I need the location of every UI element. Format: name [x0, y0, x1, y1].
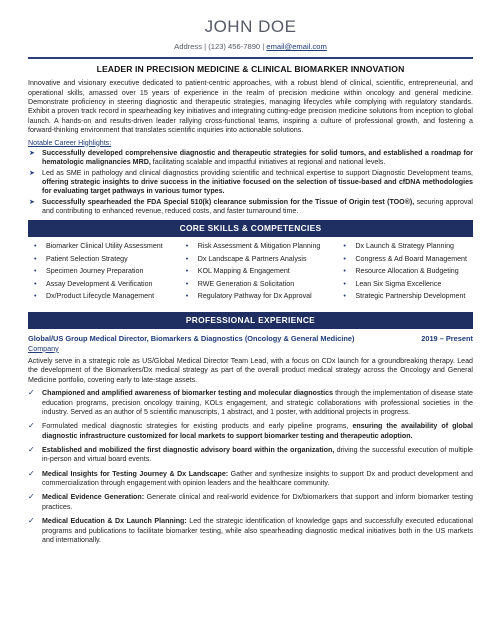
skill-item: • Dx Launch & Strategy Planning	[343, 242, 467, 251]
candidate-name: JOHN DOE	[204, 17, 297, 36]
arrow-bullet-icon: ➤	[29, 169, 35, 177]
job-header	[28, 334, 473, 344]
skills-column	[343, 242, 467, 304]
skills-section-header: CORE SKILLS & COMPETENCIES	[28, 220, 473, 237]
email-link[interactable]: email@email.com	[266, 42, 327, 51]
skill-item: • Regulatory Pathway for Dx Approval	[186, 292, 321, 301]
skill-item: • Resource Allocation & Budgeting	[343, 267, 467, 276]
arrow-bullet-icon: ➤	[29, 149, 35, 157]
skill-item: • Biomarker Clinical Utility Assessment	[34, 242, 163, 251]
checkmark-icon: ✓	[28, 468, 35, 478]
job-title: Global/US Group Medical Director, Biomarkers & Diagnostics (Oncology & General Medicine)	[28, 333, 355, 343]
achievement-item: ✓ Medical Education & Dx Launch Planning: Led the strategic identification of knowledge gaps and successfully executed educational programs and publications to facilitate biomarker testing, while also spearheading diagnostic medical initiatives both in the US markets and internationally.	[28, 516, 474, 544]
achievement-item: ✓ Medical Insights for Testing Journey & Dx Landscape: Gather and synthesize insights to support Dx and product development and commercialization through engagement with opinion leaders and the healthcare community.	[28, 468, 473, 488]
checkmark-icon: ✓	[28, 516, 35, 526]
highlight-item: ➤ Led as SME in pathology and clinical diagnostics providing scientific and technical expertise to support Diagnostic Development teams, offering strategic insights to drive success in the initiative focused on the selection of tissue-based and cfDNA methodologies for evaluating target pathways in various tumor types.	[29, 168, 473, 196]
contact-details: Address | (123) 456-7890 |	[174, 42, 267, 51]
header-divider	[28, 57, 473, 59]
contact-line	[28, 42, 473, 52]
checkmark-icon: ✓	[28, 492, 35, 502]
checkmark-icon: ✓	[28, 421, 35, 431]
role-description: Actively serve in a strategic role as US/Global Medical Director Team Lead, with a focus on CDx launch for a groundbreaking therapy. Lead the development of the Biomarkers/Dx medical strategy as part of the overall product medical strategy across the Oncology and General Medicine portfolio, covering early to late-stage assets.	[28, 357, 473, 384]
skill-item: • KOL Mapping & Engagement	[186, 267, 321, 276]
skill-item: • Dx/Product Lifecycle Management	[34, 292, 163, 301]
highlight-item: ➤ Successfully developed comprehensive diagnostic and therapeutic strategies for solid tumors, and established a roadmap for hematologic malignancies MRD, facilitating scalable and impactful initiatives at regional and national levels.	[29, 148, 473, 167]
highlight-item: ➤ Successfully spearheaded the FDA Special 510(k) clearance submission for the Tissue of Origin test (TOO®), securing approval and contributing to enhanced revenue, reduced costs, and faster turnaround time.	[29, 197, 473, 216]
skill-item: • Specimen Journey Preparation	[34, 267, 163, 276]
achievement-item: ✓ Formulated medical diagnostic strategies for existing products and early pipeline programs, ensuring the availability of global diagnostic infrastructure customized for local markets to support biomarker testing and therapeutic adoption.	[28, 421, 473, 440]
skills-column	[186, 242, 321, 304]
highlights-list	[28, 149, 473, 217]
achievement-item: ✓ Medical Evidence Generation: Generate clinical and real-world evidence for Dx/biomarkers that support and inform biomarker testing practices.	[28, 492, 474, 511]
arrow-bullet-icon: ➤	[29, 198, 35, 206]
skill-item: • Congress & Ad Board Management	[343, 255, 467, 264]
highlights-title: Notable Career Highlights:	[28, 138, 112, 147]
skill-item: • RWE Generation & Solicitation	[186, 280, 321, 289]
skill-item: • Patient Selection Strategy	[34, 255, 163, 264]
skill-item: • Dx Landscape & Partners Analysis	[186, 255, 321, 264]
job-dates: 2019 – Present	[421, 333, 473, 343]
summary-paragraph: Innovative and visionary executive dedicated to patient-centric approaches, with a robust blend of clinical, scientific, entrepreneurial, and operational skills, amassed over 15 years of experience in the realm of precision medicine within oncology and general medicine. Demonstrate proficiency in steering diagnostic and therapeutic strategies, managing lifecycles while complying with regulatory standards. Exhibit a proven track record in spearheading key initiatives and integrating cutting-edge precision medicine solutions from inception to global launch. A hands-on and results-driven leader rallying cross-functional teams, inspiring a culture of professional growth, and fostering a forward-thinking environment that translates scientific inquiries into actionable solutions.	[28, 79, 473, 135]
skill-item: • Lean Six Sigma Excellence	[343, 280, 467, 289]
achievements-list	[28, 389, 473, 545]
achievement-item: ✓ Established and mobilized the first diagnostic advisory board within the organization, driving the successful execution of multiple in-person and virtual board events.	[28, 444, 473, 464]
experience-section-header: PROFESSIONAL EXPERIENCE	[28, 312, 473, 329]
skill-item: • Strategic Partnership Development	[343, 292, 467, 301]
company-link[interactable]: Company	[28, 343, 59, 353]
skill-item: • Risk Assessment & Mitigation Planning	[186, 242, 321, 251]
checkmark-icon: ✓	[28, 388, 35, 398]
skills-grid	[28, 237, 473, 307]
achievement-item: ✓ Championed and amplified awareness of biomarker testing and molecular diagnostics through the implementation of disease state education programs, precision oncology training, KOLs engagement, and strategic collaborations with professional societies in the industry. Served as an author of 5 scientific manuscripts, 1 abstract, and 1 poster, with additional projects in progress.	[28, 388, 473, 416]
skills-column	[34, 242, 163, 304]
checkmark-icon: ✓	[28, 444, 35, 454]
headline: LEADER IN PRECISION MEDICINE & CLINICAL BIOMARKER INNOVATION	[96, 64, 405, 75]
skill-item: • Assay Development & Verification	[34, 280, 163, 289]
